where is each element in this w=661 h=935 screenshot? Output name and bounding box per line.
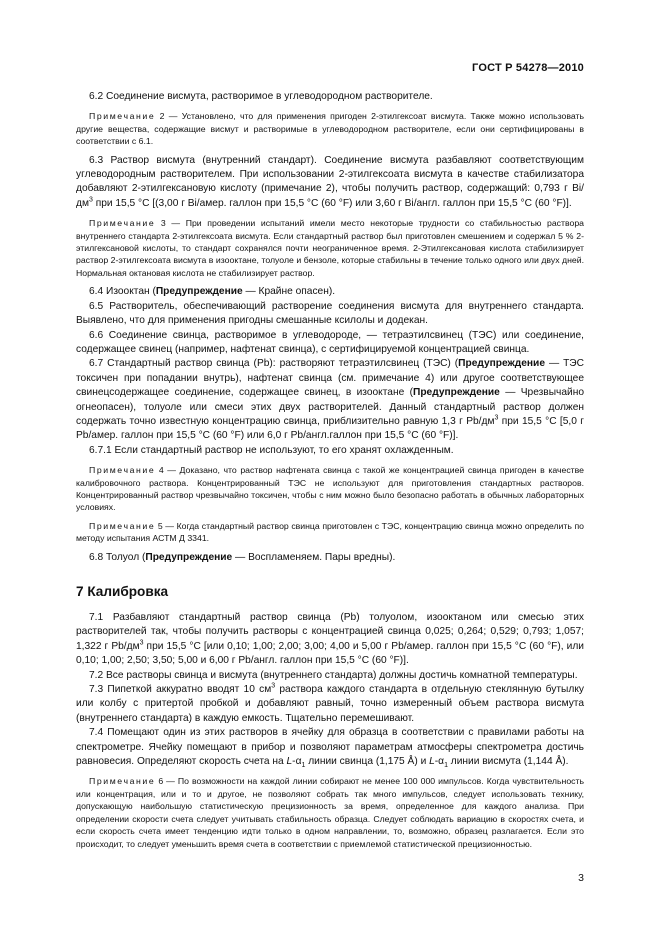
note-label: Примечание	[89, 520, 156, 531]
clause-6-7	[76, 357, 584, 443]
text-part: — Чрезвычайно огнеопасен), толуоле или смеси этих двух растворителей. Данный стандартный раствор должен содержать точно известную концентрацию свинца, приблизительно равную 1,3 г Pb/дм	[76, 387, 584, 427]
subscript: 1	[444, 762, 448, 770]
clause-7-3	[76, 683, 584, 726]
clause-6-3	[76, 154, 584, 212]
clause-6-7-1: 6.7.1 Если стандартный раствор не используют, то его хранят охлажденным.	[89, 444, 454, 456]
note-4	[76, 464, 584, 514]
warning-label: Предупреждение	[155, 286, 243, 298]
note-label: Примечание	[89, 465, 156, 476]
note-6	[76, 775, 584, 849]
text-part: — Воспламеняем. Пары вредны).	[232, 551, 396, 563]
note-label: Примечание	[89, 776, 156, 787]
warning-label: Предупреждение	[413, 387, 500, 399]
warning-label: Предупреждение	[458, 358, 545, 370]
note-label: Примечание	[89, 111, 156, 122]
superscript: 3	[139, 639, 144, 647]
page-content	[76, 90, 584, 850]
page-number: 3	[578, 872, 584, 884]
italic-letter: L	[429, 756, 435, 768]
text-part: — Крайне опасен).	[242, 286, 336, 298]
section-7-heading: 7 Калибровка	[76, 584, 169, 599]
text-part: 6.8 Толуол (	[89, 551, 146, 563]
note-label: Примечание	[89, 218, 156, 229]
superscript: 3	[88, 196, 93, 204]
note-text: 6 — По возможности на каждой линии собирают не менее 100 000 импульсов. Когда чувствительность или концентрация, или и то и другое, не позволяют собрать так много импульсов, следует использовать технику, допускающую наибольшую статистическую прецизионность за время, определенное для каждого анализа. При определении скорости счета следует учитывать стабильность образца. Следует соблюдать вариацию в скоростях счета, и если скорость счета имеет тенденцию идти только в одном направлении, то, возможно, образец разлагается. Если это происходит, то следует уменьшить время счета в соответствии с приемлемой статистической прецизионностью.	[76, 776, 584, 849]
alpha-symbol: -α	[292, 756, 302, 768]
text-part: линии свинца (1,175 Å) и	[305, 756, 430, 768]
subscript: 1	[301, 762, 306, 770]
clause-6-8	[76, 551, 584, 565]
text-part: 7.4 Помещают один из этих растворов в ячейку для образца в соответствии с правилами работы на спектрометре. Ячейку помещают в прибор и позволяют параметрам атмосферы спектрометра достичь равновесия. Определяют скорость счета на	[76, 727, 584, 768]
note-3	[76, 217, 584, 279]
italic-letter: L	[286, 756, 293, 768]
note-2	[76, 110, 584, 147]
clause-6-4	[76, 285, 584, 299]
text-part: 7.1 Разбавляют стандартный раствор свинца (Pb) толуолом, изооктаном или смесью этих растворителей так, чтобы получить растворы с концентрацией свинца 0,025; 0,264; 0,529; 0,793; 1,057; 1,322 г Pb/дм	[76, 612, 584, 652]
clause-7-1	[76, 611, 584, 669]
warning-label: Предупреждение	[145, 551, 233, 563]
superscript: 3	[271, 682, 276, 690]
text-part: 6.3 Раствор висмута (внутренний стандарт). Соединение висмута разбавляют соответствующим углеводородным растворителем. При использовании 2-этилгексоата висмута в качестве стабилизатора добавляют 2-этилгексановую кислоту (примечание 2), чтобы получить раствор, содержащий: 0,793 г Bi/дм	[76, 154, 584, 209]
note-text: 2 — Установлено, что для применения пригоден 2-этилгексоат висмута. Также можно использовать другие вещества, содержащие висмут и растворимые в углеводородном растворителе, если они сертифицированы в соответствии с 6.1.	[76, 111, 584, 147]
clause-6-5: 6.5 Растворитель, обеспечивающий растворение соединения висмута для внутреннего стандарта. Выявлено, что для применения пригодны смешанные ксилолы и додекан.	[76, 300, 584, 327]
document-code-header: ГОСТ Р 54278—2010	[472, 62, 584, 74]
note-text: 4 — Доказано, что раствор нафтената свинца с такой же концентрацией свинца пригоден в качестве калибровочного раствора. Концентрированный ТЭС не используют для приготовления стандартных растворов. Концентрированный раствор чрезвычайно токсичен, чтобы с ним можно было безопасно работать в обычных лабораторных условиях.	[76, 465, 584, 513]
text-part: при 15,5 °С [5,0 г Pb/амер. галлон при 15,5 °С (60 °F) или 6,0 г Pb/англ.галлон при 15,5 °С (60 °F)].	[76, 415, 584, 442]
clause-7-2: 7.2 Все растворы свинца и висмута (внутреннего стандарта) должны достичь комнатной температуры.	[89, 669, 578, 681]
text-part: — ТЭС токсичен при попадании внутрь), нафтенат свинца (см. примечание 4) или другое соответствующее свинецсодержащее соединение, содержащее свинец, в изооктане (	[76, 358, 584, 399]
text-part: линии висмута (1,144 Å).	[447, 756, 569, 768]
note-text: 3 — При проведении испытаний имели место некоторые трудности со стабильностью раствора внутреннего стандарта 2-этилгексоата висмута. Если стандартный раствор был приготовлен смешением и содержал 5 % 2-этилгексановой кислоты, то стандарт сохранялся почти неограниченное время. 2-Этилгексановая кислота стабилизирует раствор 2-этилгексоата висмута в изооктане, толуоле и бензоле, которые стабильны в течение только одного или двух дней. Нормальная октановая кислота не стабилизирует раствор.	[76, 218, 584, 278]
clause-7-4	[76, 726, 584, 769]
text-part: 6.4 Изооктан (	[89, 286, 156, 298]
clause-6-6: 6.6 Соединение свинца, растворимое в углеводороде, — тетраэтилсвинец (ТЭС) или соединение, содержащее свинец (например, нафтенат свинца), с сертифицируемой концентрацией свинца.	[76, 329, 584, 355]
text-part: 6.7 Стандартный раствор свинца (Pb): растворяют тетраэтилсвинец (ТЭС) (	[89, 358, 459, 370]
clause-6-2: 6.2 Соединение висмута, растворимое в углеводородном растворителе.	[89, 91, 433, 102]
text-part: при 15,5 °С [(3,00 г Bi/амер. галлон при 15,5 °С (60 °F) или 3,60 г Bi/англ. галлон при 15,5 °С (60 °F)].	[92, 197, 572, 209]
text-part: раствора каждого стандарта в отдельную стеклянную бутылку или колбу с притертой пробкой и добавляют равный, точно измеренный объем раствора висмута (внутреннего стандарта) в каждую емкость. Тщательно перемешивают.	[76, 684, 584, 724]
text-part: при 15,5 °С [или 0,10; 1,00; 2,00; 3,00; 4,00 и 5,00 г Pb/амер. галлон при 15,5 °С (60 °F), или 0,10; 1,00; 2,50; 3,50; 5,00 и 6,00 г Pb/англ. галлон при 15,5 °С (60 °F)].	[76, 640, 584, 667]
alpha-symbol: -α	[434, 756, 445, 768]
text-part: 7.3 Пипеткой аккуратно вводят 10 см	[89, 684, 272, 696]
superscript: 3	[494, 414, 499, 422]
note-text: 5 — Когда стандартный раствор свинца приготовлен с ТЭС, концентрацию свинца можно определить по методу испытания АСТМ Д 3341.	[76, 520, 584, 544]
note-5	[76, 520, 584, 545]
